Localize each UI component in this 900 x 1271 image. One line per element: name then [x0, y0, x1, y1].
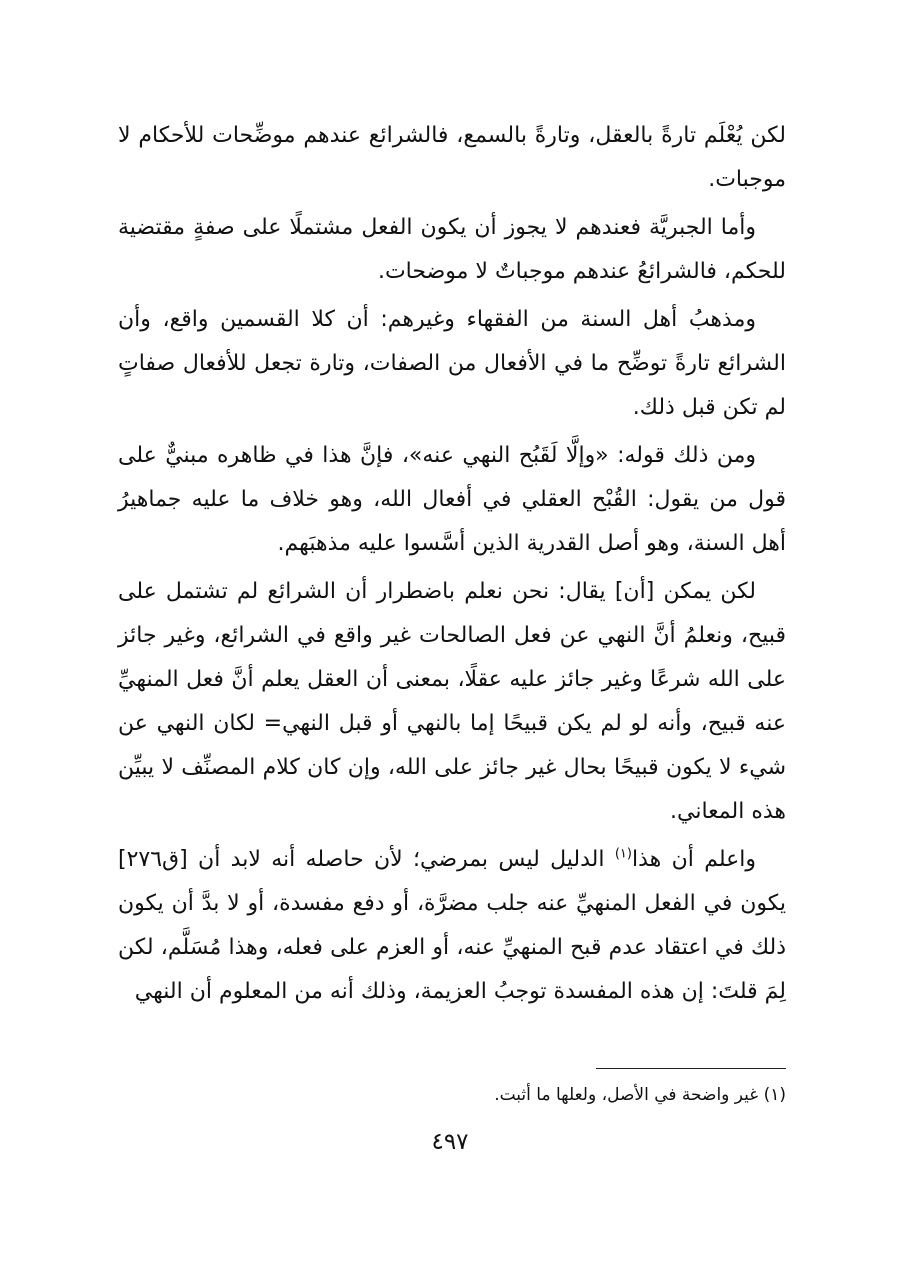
paragraph-2 [118, 206, 786, 294]
paragraph-6-text-middle: الدليل ليس بمرضي؛ لأن حاصله أنه لابد أن [187, 847, 615, 872]
paragraph-6-text-start: واعلم أن هذا [631, 847, 756, 872]
paragraph-3 [118, 298, 786, 430]
paragraph-6 [118, 838, 786, 1014]
paragraph-5-text: لكن يمكن [أن] يقال: نحن نعلم باضطرار أن الشرائع لم تشتمل على قبيح، ونعلمُ أنَّ النهي عن فعل الصالحات غير واقع في الشرائع، وغير جائز على الله شرعًا وغير جائز عليه عقلًا، بمعنى أن العقل يعلم أنَّ فعل المنهيِّ عنه قبيح، وأنه لو لم يكن قبيحًا إما بالنهي أو قبل النهي= لكان النهي عن شيء لا يكون قبيحًا بحال غير جائز على الله، وإن كان كلام المصنِّف لا يبيِّن هذه المعاني. [118, 579, 786, 824]
paragraph-4-text: ومن ذلك قوله: «وإلَّا لَقَبُح النهي عنه»، فإنَّ هذا في ظاهره مبنيٌّ على قول من يقول: القُبْح العقلي في أفعال الله، وهو خلاف ما عليه جماهيرُ أهل السنة، وهو أصل القدرية الذين أسَّسوا عليه مذهبَهم. [118, 443, 786, 556]
footnote: (١) غير واضحة في الأصل، ولعلها ما أثبت. [494, 1085, 786, 1105]
manuscript-folio-marker: [ق٢٧٦] [118, 847, 188, 872]
footnote-divider [596, 1068, 786, 1069]
paragraph-1 [118, 114, 786, 202]
paragraph-6-text-end: يكون في الفعل المنهيِّ عنه جلب مضرَّة، أو دفع مفسدة، أو لا بدَّ أن يكون ذلك في اعتقاد عدم قبح المنهيِّ عنه، أو العزم على فعله، وهذا مُسَلَّم، لكن لِمَ قلتَ: إن هذه المفسدة توجبُ العزيمة، وذلك أنه من المعلوم أن النهي [118, 891, 786, 1004]
paragraph-2-text: وأما الجبريَّة فعندهم لا يجوز أن يكون الفعل مشتملًا على صفةٍ مقتضية للحكم، فالشرائعُ عندهم موجباتٌ لا موضحات. [118, 215, 786, 284]
paragraph-1-text: لكن يُعْلَم تارةً بالعقل، وتارةً بالسمع، فالشرائع عندهم موضِّحات للأحكام لا موجبات. [118, 123, 786, 192]
footnote-reference: (١) [614, 846, 632, 862]
paragraph-3-text: ومذهبُ أهل السنة من الفقهاء وغيرهم: أن كلا القسمين واقع، وأن الشرائع تارةً توضِّح ما في الأفعال من الصفات، وتارة تجعل للأفعال صفاتٍ لم تكن قبل ذلك. [118, 307, 786, 420]
paragraph-4 [118, 434, 786, 566]
paragraph-5 [118, 570, 786, 834]
page-number: ٤٩٧ [431, 1129, 469, 1155]
main-text [118, 114, 786, 1018]
